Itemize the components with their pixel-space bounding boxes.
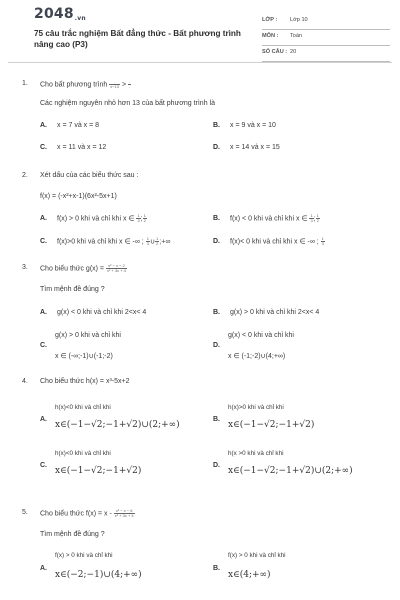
question-number: 1. [22,80,28,87]
fraction: $\frac{1}{3}$ [310,213,313,223]
fraction: $\frac{1}{3}$ [137,213,140,223]
option-d-letter[interactable]: D. [213,342,220,349]
option-d[interactable]: D. f(x)< 0 khi và chỉ khi x ∈ -∞ ; $\frac{1}{3}$ [213,236,324,246]
question-number: 4. [22,378,28,385]
option-a-letter[interactable]: A. [40,416,47,423]
option-d-text: h(x >0 khi và chỉ khi [228,450,284,457]
question-subtext: Tìm mệnh đề đúng ? [40,286,105,293]
question-number: 2. [22,172,28,179]
meta-row-count [262,46,390,62]
option-d-letter[interactable]: D. [213,462,220,469]
question-text: Xét dấu của các biểu thức sau : [40,172,139,179]
meta-value: 20 [290,49,297,55]
fraction: $\frac{1}{3}$ [321,236,324,246]
worksheet-title: 75 câu trắc nghiệm Bất đẳng thức - Bất phương trình nâng cao (P3) [34,29,241,49]
option-d-text: g(x) < 0 khi và chỉ khi [228,332,294,339]
option-d-set: x∈(−1−√2;−1+√2)∪(2;+∞) [228,466,353,476]
worksheet-meta [262,14,390,62]
logo-suffix: .vn [74,15,86,22]
option-b[interactable]: B. x = 9 và x = 10 [213,122,276,129]
option-c-text: h(x)<0 khi và chỉ khi [55,450,111,457]
option-b-letter[interactable]: B. [213,565,220,572]
question-text [40,80,131,89]
meta-key: LỚP : [262,17,278,23]
option-b[interactable]: B. g(x) > 0 khi và chỉ khi 2<x< 4 [213,309,320,316]
fraction: $\frac{1}{2}$ [316,213,319,223]
option-c-set: x ∈ (-∞;-1)∪(-1;-2) [55,353,113,360]
question-text: Cho biểu thức g(x) = $\frac{\text{x² − x − 2}}{\text{x² + 3x + 4}}$ [40,263,126,273]
meta-value: Lớp 10 [290,17,308,23]
option-a-text: h(x)<0 khi và chỉ khi [55,404,111,411]
option-a-set: x∈(−1−√2;−1+√2)∪(2;+∞) [55,420,180,430]
option-c[interactable]: C. x = 11 và x = 12 [40,144,107,151]
option-c-letter[interactable]: C. [40,342,47,349]
meta-value: Toán [290,33,303,39]
fraction: $\frac{1}{2}$ [143,213,146,223]
question-subtext: Các nghiệm nguyên nhỏ hơn 13 của bất phương trình là [40,100,215,107]
question-text: Cho biểu thức f(x) = x - $\frac{\text{x² − x − 6}}{\text{x² + 3x + 4}}$ [40,508,134,518]
option-a[interactable]: A. x = 7 và x = 8 [40,122,100,129]
question-text: Cho biểu thức h(x) = x³-5x+2 [40,378,130,385]
meta-row-subject [262,30,390,46]
fraction: $\frac{\text{x² − x − 2}}{\text{x² + 3x + 4}}$ [106,263,126,273]
option-b[interactable]: B. f(x) < 0 khi và chỉ khi x ∈ $\frac{1}{3}$ ; $\frac{1}{2}$ [213,213,319,223]
question-number: 5. [22,509,28,516]
meta-row-class [262,14,390,30]
inequality-rhs-fraction: $\frac{.}{.}$ [129,79,131,89]
question-number: 3. [22,264,28,271]
question-stem: Cho bất phương trình [40,81,108,89]
expression: f(x) = (-x²+x-1)(6x²-5x+1) [40,193,117,200]
meta-key: MÔN : [262,33,279,39]
option-a-text: f(x) > 0 khi và chỉ khi [55,552,113,559]
option-a[interactable]: A. f(x) > 0 khi và chỉ khi x ∈ $\frac{1}{3}$ ; $\frac{1}{2}$ [40,213,146,223]
option-d-set: x ∈ (-1;-2)∪(4;+∞) [228,353,286,360]
fraction: $\frac{1}{3}$ [146,236,149,246]
option-b-letter[interactable]: B. [213,416,220,423]
logo-main: 2048 [34,6,74,22]
meta-key: SỐ CÂU : [262,49,288,55]
option-b-set: x∈(4;+∞) [228,570,271,580]
inequality-sign: > [121,81,129,89]
option-c-letter[interactable]: C. [40,462,47,469]
option-a[interactable]: A. g(x) < 0 khi và chỉ khi 2<x< 4 [40,309,147,316]
option-b-set: x∈(−1−√2;−1+√2) [228,420,315,430]
option-a-letter[interactable]: A. [40,565,47,572]
option-a-set: x∈(−2;−1)∪(4;+∞) [55,570,142,580]
option-c-text: g(x) > 0 khi và chỉ khi [55,332,121,339]
option-c[interactable]: C. f(x)>0 khi và chỉ khi x ∈ -∞ ; $\frac{1}{3}$ ∪ $\frac{1}{2}$ ;+∞ [40,236,171,246]
fraction: $\frac{1}{2}$ [156,236,159,246]
worksheet-header [8,0,392,63]
fraction: $\frac{\text{x² − x − 6}}{\text{x² + 3x + 4}}$ [114,508,134,518]
inequality-fraction: $\frac{.}{x-13}$ [110,79,120,89]
option-b-text: h(x)>0 khi và chỉ khi [228,404,284,411]
site-logo[interactable] [34,6,86,22]
question-subtext: Tìm mệnh đề đúng ? [40,531,105,538]
option-b-text: f(x) > 0 khi và chỉ khi [228,552,286,559]
option-d[interactable]: D. x = 14 và x = 15 [213,144,280,151]
option-c-set: x∈(−1−√2;−1+√2) [55,466,142,476]
